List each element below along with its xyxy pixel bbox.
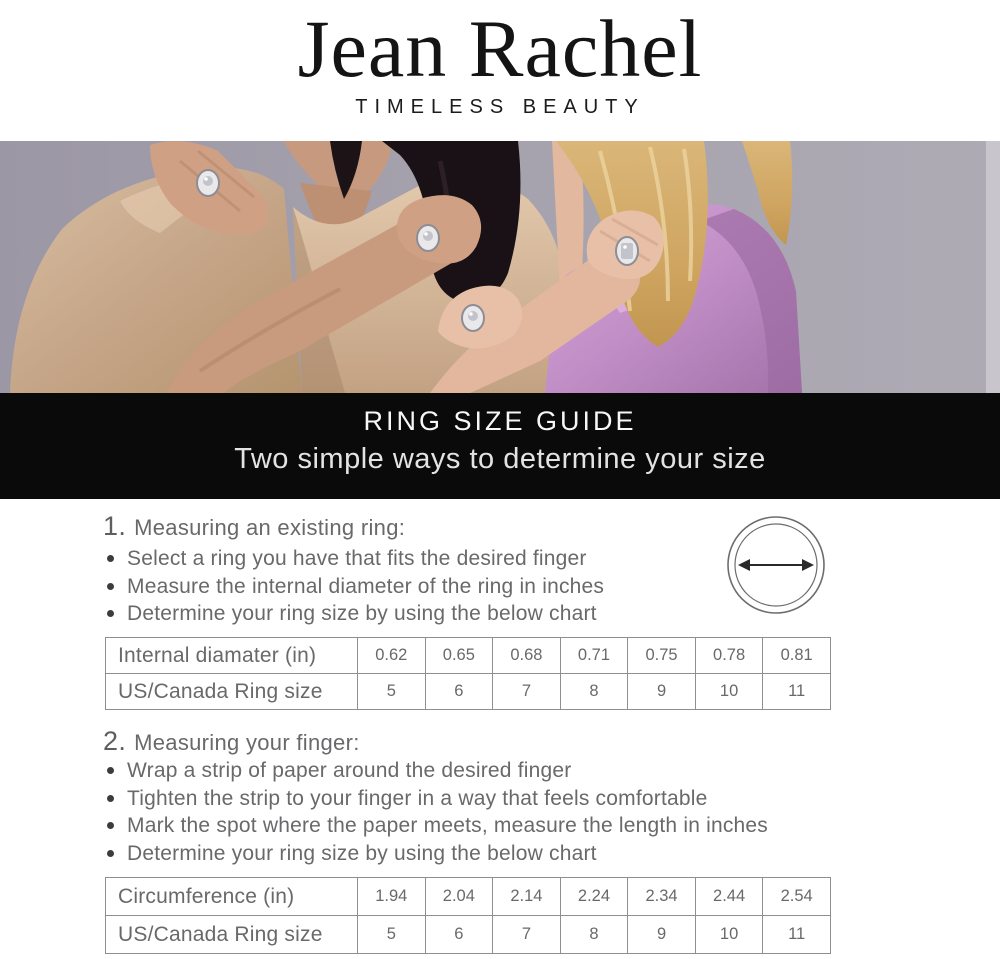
ring-on-shoulder-hand (197, 170, 219, 196)
chart-cell: 2.34 (628, 878, 696, 916)
bullet-item: Determine your ring size by using the below chart (107, 600, 604, 628)
chart-cell: 8 (560, 916, 628, 954)
section2-number: 2. (103, 726, 127, 756)
chart-cell: 9 (628, 674, 696, 710)
bullet-item: Determine your ring size by using the below chart (107, 840, 768, 868)
section2-heading (103, 726, 360, 757)
chart-cell: 8 (560, 674, 628, 710)
chart-cell: 10 (695, 674, 763, 710)
chart-cell: 6 (425, 674, 493, 710)
photo-edge-strip (986, 141, 1000, 393)
bullet-item: Wrap a strip of paper around the desired finger (107, 757, 768, 785)
chart-cell: 0.81 (763, 638, 831, 674)
guide-banner (0, 393, 1000, 499)
circumference-size-chart (105, 877, 831, 954)
bullet-item: Mark the spot where the paper meets, measure the length in inches (107, 812, 768, 840)
brand-header (0, 0, 1000, 140)
hero-photo-illustration (0, 141, 1000, 393)
table-row (106, 916, 831, 954)
bullet-item: Measure the internal diameter of the ring in inches (107, 573, 604, 601)
guide-subtitle: Two simple ways to determine your size (234, 443, 766, 475)
table-row (106, 674, 831, 710)
table-row (106, 638, 831, 674)
section1-number: 1. (103, 511, 127, 541)
chart-cell: 11 (763, 674, 831, 710)
bullet-item: Select a ring you have that fits the desired finger (107, 545, 604, 573)
guide-title: RING SIZE GUIDE (363, 406, 637, 436)
chart-cell: 10 (695, 916, 763, 954)
chart-cell: 11 (763, 916, 831, 954)
ring-on-chest-hand-right (616, 237, 638, 265)
chart-cell: 6 (425, 916, 493, 954)
chart-cell: 2.14 (493, 878, 561, 916)
chart-cell: 0.65 (425, 638, 493, 674)
chart-cell: 2.54 (763, 878, 831, 916)
brand-tagline: TIMELESS BEAUTY (355, 96, 645, 118)
chart-cell: 7 (493, 674, 561, 710)
table-row (106, 878, 831, 916)
section2-bullets (107, 757, 768, 867)
ring-on-chest-hand-left (417, 225, 439, 251)
chart-cell: 0.75 (628, 638, 696, 674)
row-label: Internal diamater (in) (106, 638, 358, 674)
ring-on-lower-hand (462, 305, 484, 331)
row-label: Circumference (in) (106, 878, 358, 916)
chart-cell: 5 (358, 916, 426, 954)
brand-logo: Jean Rachel (297, 3, 703, 94)
chart-cell: 2.44 (695, 878, 763, 916)
chart-cell: 1.94 (358, 878, 426, 916)
section1-bullets (107, 545, 604, 628)
ring-diameter-diagram (722, 510, 832, 625)
chart-cell: 2.04 (425, 878, 493, 916)
internal-diameter-size-chart (105, 637, 831, 710)
row-label: US/Canada Ring size (106, 916, 358, 954)
section2-heading-text: Measuring your finger: (134, 730, 360, 755)
chart-cell: 7 (493, 916, 561, 954)
chart-cell: 5 (358, 674, 426, 710)
chart-cell: 0.68 (493, 638, 561, 674)
hero-photo (0, 141, 1000, 393)
bullet-item: Tighten the strip to your finger in a way that feels comfortable (107, 785, 768, 813)
section1-heading (103, 511, 405, 542)
chart-cell: 0.78 (695, 638, 763, 674)
chart-cell: 0.62 (358, 638, 426, 674)
chart-cell: 9 (628, 916, 696, 954)
row-label: US/Canada Ring size (106, 674, 358, 710)
chart-cell: 0.71 (560, 638, 628, 674)
chart-cell: 2.24 (560, 878, 628, 916)
section1-heading-text: Measuring an existing ring: (134, 515, 406, 540)
